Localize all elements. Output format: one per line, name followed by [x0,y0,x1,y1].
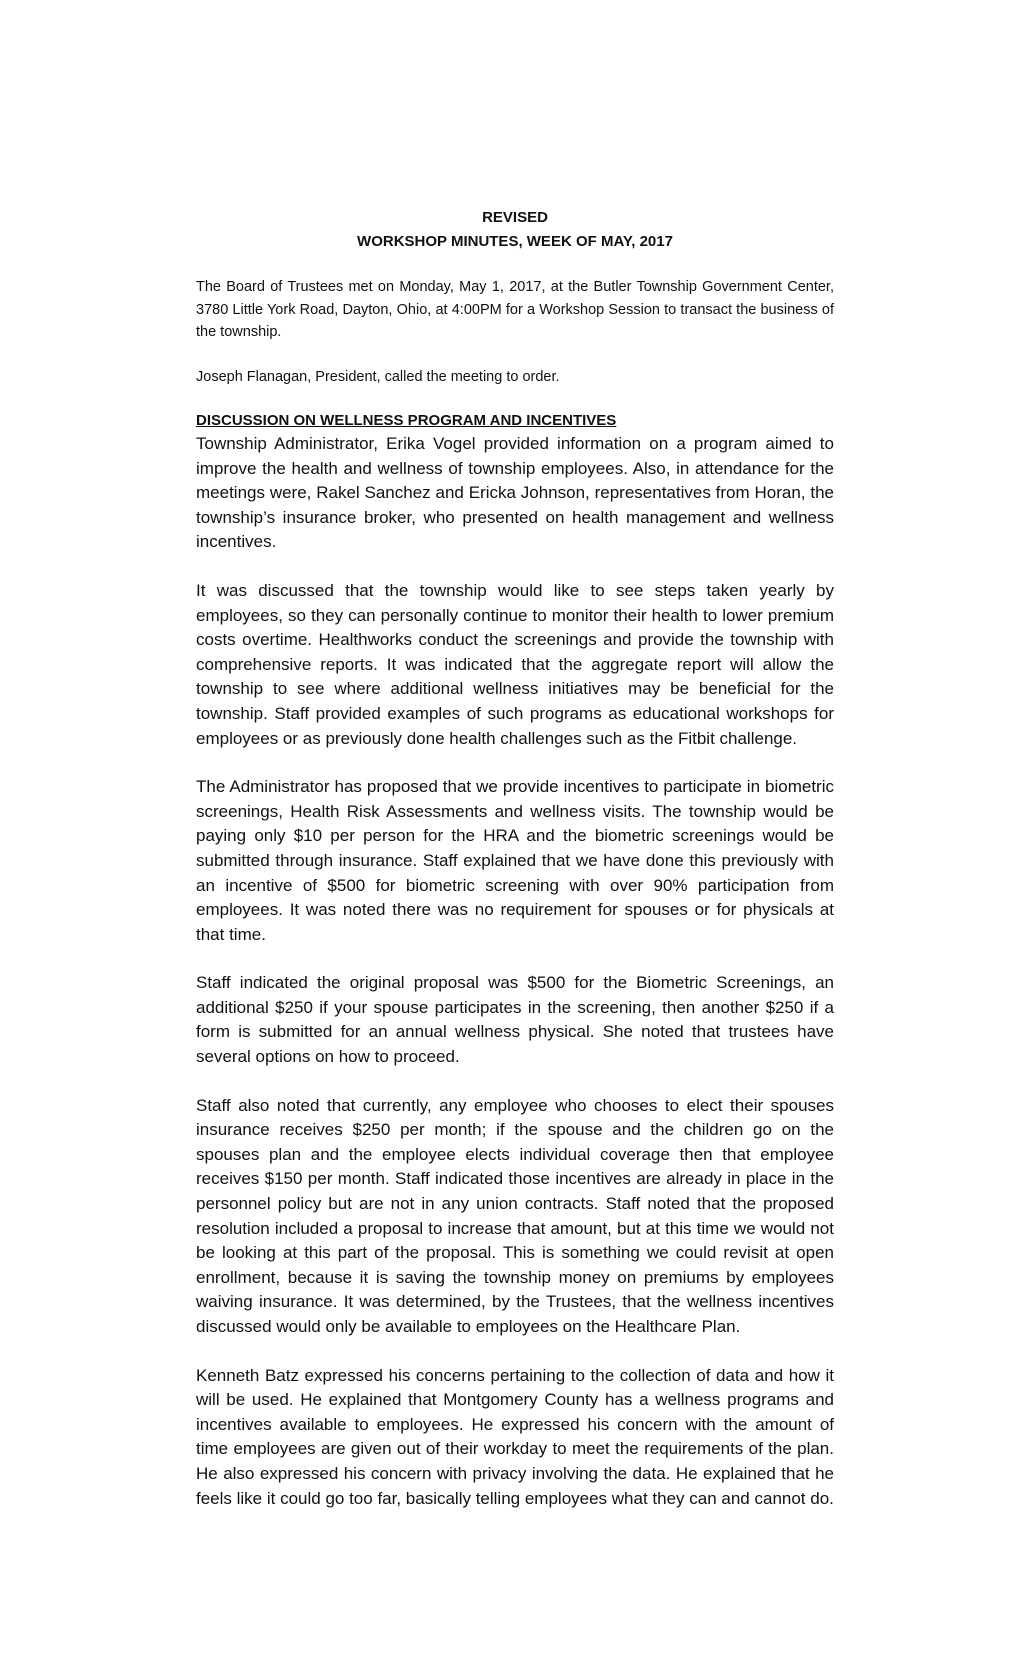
document-title-revised: REVISED [482,209,548,226]
document-title: WORKSHOP MINUTES, WEEK OF MAY, 2017 [357,233,673,250]
call-to-order-paragraph: Joseph Flanagan, President, called the meeting to order. [196,368,560,385]
paragraph-original-proposal: Staff indicated the original proposal was $500 for the Biometric Screenings, an additional $250 if your spouse participates in the screening, then another $250 if a form is submitted for an annual wellness physical. She noted that trustees have several options on how to proceed. [196,973,834,1067]
spacer [196,388,834,410]
spacer [196,1340,834,1364]
section-heading: DISCUSSION ON WELLNESS PROGRAM AND INCENTIVES [196,412,617,429]
spacer [196,254,834,276]
spacer [196,555,834,579]
spacer [196,344,834,366]
paragraph-incentives-proposal: The Administrator has proposed that we provide incentives to participate in biometric screenings, Health Risk Assessments and wellness visits. The township would be paying only $10 per person for the HRA and the biometric screenings would be submitted through insurance. Staff explained that we have done this previously with an incentive of $500 for biometric screening with over 90% participation from employees. It was noted there was no requirement for spouses or for physicals at that time. [196,777,834,944]
paragraph-wellness-program: Township Administrator, Erika Vogel provided information on a program aimed to improve the health and wellness of township employees. Also, in attendance for the meetings were, Rakel Sanchez and Ericka Johnson, representatives from Horan, the township’s insurance broker, who presented on health management and wellness incentives. [196,434,834,552]
spacer [196,751,834,775]
spacer [196,1070,834,1094]
paragraph-yearly-steps: It was discussed that the township would like to see steps taken yearly by employees, so they can personally continue to monitor their health to lower premium costs overtime. Healthworks conduct the screenings and provide the township with comprehensive reports. It was indicated that the aggregate report will allow the township to see where additional wellness initiatives may be beneficial for the township. Staff provided examples of such programs as educational workshops for employees or as previously done health challenges such as the Fitbit challenge. [196,580,834,748]
paragraph-spouse-insurance: Staff also noted that currently, any employee who chooses to elect their spouses insurance receives $250 per month; if the spouse and the children go on the spouses plan and the employee elects individual coverage then that employee receives $150 per month. Staff indicated those incentives are already in place in the personnel policy but are not in any union contracts. Staff noted that the proposed resolution included a proposal to increase that amount, but at this time we would not be looking at this part of the proposal. This is something we could revisit at open enrollment, because it is saving the township money on premiums by employees waiving insurance. It was determined, by the Trustees, that the wellness incentives discussed would only be available to employees on the Healthcare Plan. [196,1095,834,1336]
document-page [196,206,834,1511]
spacer [196,947,834,971]
paragraph-batz-concerns: Kenneth Batz expressed his concerns pertaining to the collection of data and how it will be used. He explained that Montgomery County has a wellness programs and incentives available to employees. He expressed his concern with the amount of time employees are given out of their workday to meet the requirements of the plan. He also expressed his concern with privacy involving the data. He explained that he feels like it could go too far, basically telling employees what they can and cannot do. [196,1365,834,1508]
intro-paragraph: The Board of Trustees met on Monday, May 1, 2017, at the Butler Township Government Center, 3780 Little York Road, Dayton, Ohio, at 4:00PM for a Workshop Session to transact the business of the township. [196,279,834,340]
